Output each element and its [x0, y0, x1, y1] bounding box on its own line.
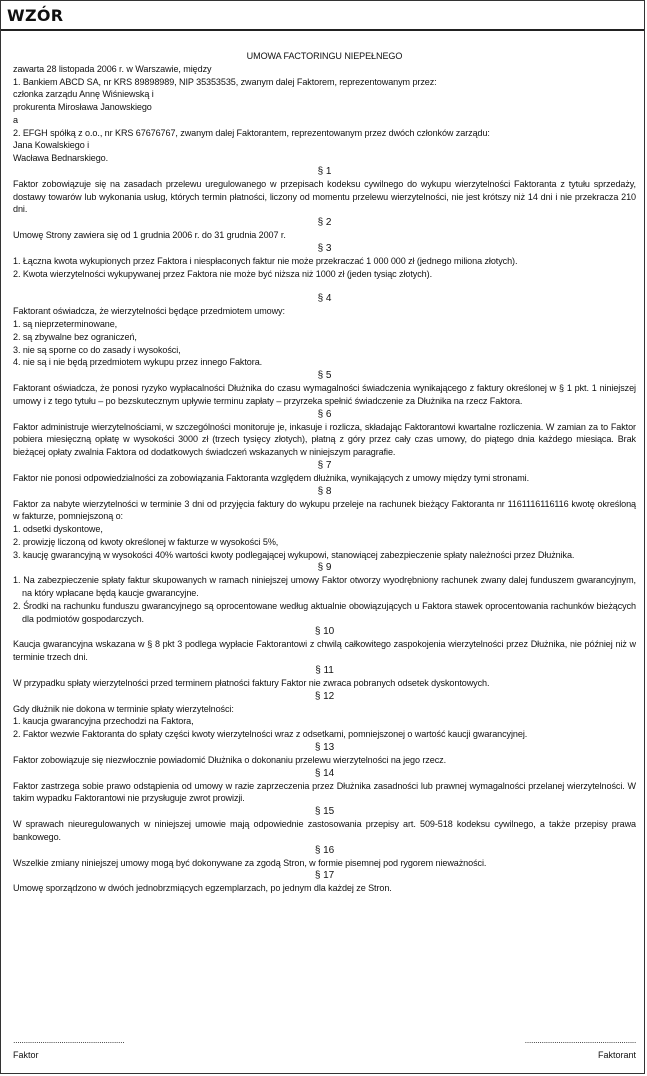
list-item: 1. Na zabezpieczenie spłaty faktur skupowanych w ramach niniejszej umowy Faktor otworzy wyodrębniony rachunek zwany dalej funduszem gwarancyjnym, na który wpłacane będą kaucje gwarancyjne.	[13, 575, 636, 598]
list-item: 1. Łączna kwota wykupionych przez Faktora i niespłaconych faktur nie może przekraczać 1 000 000 zł (jednego miliona złotych).	[13, 255, 518, 266]
intro-line: 1. Bankiem ABCD SA, nr KRS 89898989, NIP 35353535, zwanym dalej Faktorem, reprezentowanym przez:	[13, 76, 437, 87]
contract-section	[13, 459, 636, 485]
section-paragraph: Umowę sporządzono w dwóch jednobrzmiących egzemplarzach, po jednym dla każdej ze Stron.	[13, 883, 392, 894]
section-heading: § 14	[314, 767, 335, 779]
intro-line: zawarta 28 listopada 2006 r. w Warszawie, między	[13, 63, 212, 74]
section-paragraph: Gdy dłużnik nie dokona w terminie spłaty wierzytelności:	[13, 703, 234, 714]
section-heading: § 12	[314, 690, 335, 702]
contract-section	[13, 165, 636, 216]
section-heading: § 16	[314, 844, 335, 856]
contract-title: UMOWA FACTORINGU NIEPEŁNEGO	[246, 51, 403, 61]
section-list	[13, 715, 636, 741]
contract-section	[13, 292, 636, 369]
section-paragraph: Faktor administruje wierzytelnościami, w szczególności monitoruje je, inkasuje i rozlicza, składając Faktorantowi kwartalne rozliczenia. W zamian za to Faktor pobiera miesięczną opłatę w wysokości 3000 zł (trzech tysięcy złotych), płatną z góry przez cały czas umowy, do piątego dnia każdego miesiąca. Brak bieżącej opłaty zwalnia Faktora od dodatkowych świadczeń wskazanych w niniejszym paragrafie.	[13, 421, 636, 457]
signature-lines	[13, 1034, 636, 1047]
intro-line: 2. EFGH spółką z o.o., nr KRS 67676767, zwanym dalej Faktorantem, reprezentowanym przez dwóch członków zarządu:	[13, 127, 490, 138]
contract-intro	[13, 63, 636, 165]
signature-label-factor: Faktor	[13, 1050, 39, 1060]
section-paragraph: Faktor zastrzega sobie prawo odstąpienia od umowy w razie zaprzeczenia przez Dłużnika zasadności lub prawnej wymagalności przelanej wierzytelności. W takim wypadku Faktorantowi nie przysługuje zwrot prowizji.	[13, 780, 636, 804]
signature-line-right: .....................................................	[524, 1035, 636, 1045]
contract-section	[13, 561, 636, 625]
intro-line: a	[13, 114, 18, 125]
section-heading: § 17	[314, 870, 335, 882]
section-heading: § 1	[317, 165, 332, 177]
list-item: 1. kaucja gwarancyjna przechodzi na Faktora,	[13, 716, 194, 727]
section-paragraph: Umowę Strony zawiera się od 1 grudnia 2006 r. do 31 grudnia 2007 r.	[13, 230, 286, 240]
header-bar	[1, 1, 644, 31]
section-paragraph: W sprawach nieuregulowanych w niniejszej umowie mają odpowiednie zastosowania przepisy art. 509-518 kodeksu cywilnego, a także przepisy prawa bankowego.	[13, 819, 636, 842]
contract-section	[13, 369, 636, 408]
list-item: 2. prowizję liczoną od kwoty określonej w fakturze w wysokości 5%,	[13, 536, 279, 547]
section-heading: § 2	[317, 217, 332, 228]
contract-section	[13, 242, 636, 281]
section-gap	[13, 280, 636, 292]
contract-section	[13, 664, 636, 690]
section-paragraph: Faktorant oświadcza, że ponosi ryzyko wypłacalności Dłużnika do czasu wymagalności świadczenia wynikającego z faktury określonej w § 1 pkt. 1 niniejszej umowy i z tego tytułu – po bezskutecznym upływie terminu zapłaty – przyrzeka spełnić świadczenie za Dłużnika na rzecz Faktora.	[13, 383, 636, 406]
list-item: 3. kaucję gwarancyjną w wysokości 40% wartości kwoty podlegającej wykupowi, stanowiącej zabezpieczenie spłaty należności przez Dłużnika.	[13, 549, 575, 560]
section-heading: § 9	[317, 562, 332, 574]
contract-section	[13, 625, 636, 664]
intro-line: Jana Kowalskiego i	[13, 140, 90, 151]
contract-section	[13, 844, 636, 870]
list-item: 2. Faktor wezwie Faktoranta do spłaty części kwoty wierzytelności wraz z odsetkami, pomniejszonej o wartość kaucji gwarancyjnej.	[13, 729, 528, 739]
list-item: 2. Środki na rachunku funduszu gwarancyjnego są oprocentowane według aktualnie obowiązujących u Faktora stawek oprocentowania rachunków bieżących dla podmiotów gospodarczych.	[13, 600, 636, 624]
intro-line: prokurenta Mirosława Janowskiego	[13, 102, 152, 112]
section-heading: § 15	[314, 806, 335, 817]
section-heading: § 13	[314, 741, 335, 753]
intro-line: Wacława Bednarskiego.	[13, 153, 109, 163]
section-paragraph: Kaucja gwarancyjna wskazana w § 8 pkt 3 podlega wypłacie Faktorantowi z chwilą całkowitego zaspokojenia wierzytelności przez Dłużnika, nie później niż w terminie trzech dni.	[13, 639, 636, 662]
contract-section	[13, 690, 636, 741]
list-item: 2. są zbywalne bez ograniczeń,	[13, 331, 137, 342]
section-heading: § 11	[315, 664, 334, 676]
contract-section	[13, 767, 636, 806]
section-list	[13, 523, 636, 561]
section-heading: § 7	[317, 459, 332, 471]
list-item: 1. są nieprzeterminowane,	[13, 319, 118, 329]
section-heading: § 3	[317, 242, 332, 254]
contract-section	[13, 741, 636, 767]
contract-section	[13, 485, 636, 562]
contract-section	[13, 408, 636, 459]
contract-section	[13, 805, 636, 844]
signature-line-left: .....................................................	[13, 1035, 125, 1045]
list-item: 2. Kwota wierzytelności wykupywanej przez Faktora nie może być niższa niż 1000 zł (jeden tysiąc złotych).	[13, 268, 432, 279]
list-item: 1. odsetki dyskontowe,	[13, 524, 103, 534]
contract-body	[1, 31, 644, 895]
section-heading: § 8	[317, 485, 332, 497]
list-item: 3. nie są sporne co do zasady i wysokości,	[13, 344, 181, 355]
section-list	[13, 574, 636, 625]
contract-section	[13, 216, 636, 242]
contract-sections	[13, 165, 636, 895]
section-paragraph: Wszelkie zmiany niniejszej umowy mogą być dokonywane za zgodą Stron, w formie pisemnej pod rygorem nieważności.	[13, 857, 487, 868]
section-heading: § 4	[317, 293, 332, 305]
header-label: WZÓR	[7, 6, 64, 25]
section-heading: § 6	[317, 408, 332, 420]
signature-label-factorant: Faktorant	[597, 1050, 636, 1060]
section-heading: § 10	[314, 626, 335, 638]
signature-labels	[13, 1049, 636, 1062]
signature-area	[13, 1034, 636, 1062]
section-paragraph: Faktor zobowiązuje się na zasadach przelewu uregulowanego w przepisach kodeksu cywilnego do wykupu wierzytelności Faktoranta z tytułu sprzedaży, dostawy towarów lub wykonania usług, których termin płatności, liczony od momentu przelewu wierzytelności, nie jest krótszy niż 14 dni i nie przekracza 210 dni.	[13, 178, 636, 215]
section-heading: § 5	[317, 370, 332, 381]
section-paragraph: W przypadku spłaty wierzytelności przed terminem płatności faktury Faktor nie zwraca pobranych odsetek dyskontowych.	[13, 677, 490, 688]
section-paragraph: Faktor nie ponosi odpowiedzialności za zobowiązania Faktoranta względem dłużnika, wynikających z umowy między tymi stronami.	[13, 472, 530, 483]
section-paragraph: Faktor zobowiązuje się niezwłocznie powiadomić Dłużnika o dokonaniu przelewu wierzytelności na jego rzecz.	[13, 754, 447, 765]
section-paragraph: Faktorant oświadcza, że wierzytelności będące przedmiotem umowy:	[13, 306, 285, 317]
contract-section	[13, 869, 636, 895]
section-list	[13, 318, 636, 369]
section-list	[13, 255, 636, 281]
section-paragraph: Faktor za nabyte wierzytelności w terminie 3 dni od przyjęcia faktury do wykupu przeleje na rachunek bieżący Faktoranta nr 1161116116116 kwotę określoną w fakturze, pomniejszoną o:	[13, 498, 636, 522]
intro-line: członka zarządu Annę Wiśniewską i	[13, 89, 154, 100]
list-item: 4. nie są i nie będą przedmiotem wykupu przez innego Faktora.	[13, 357, 263, 368]
